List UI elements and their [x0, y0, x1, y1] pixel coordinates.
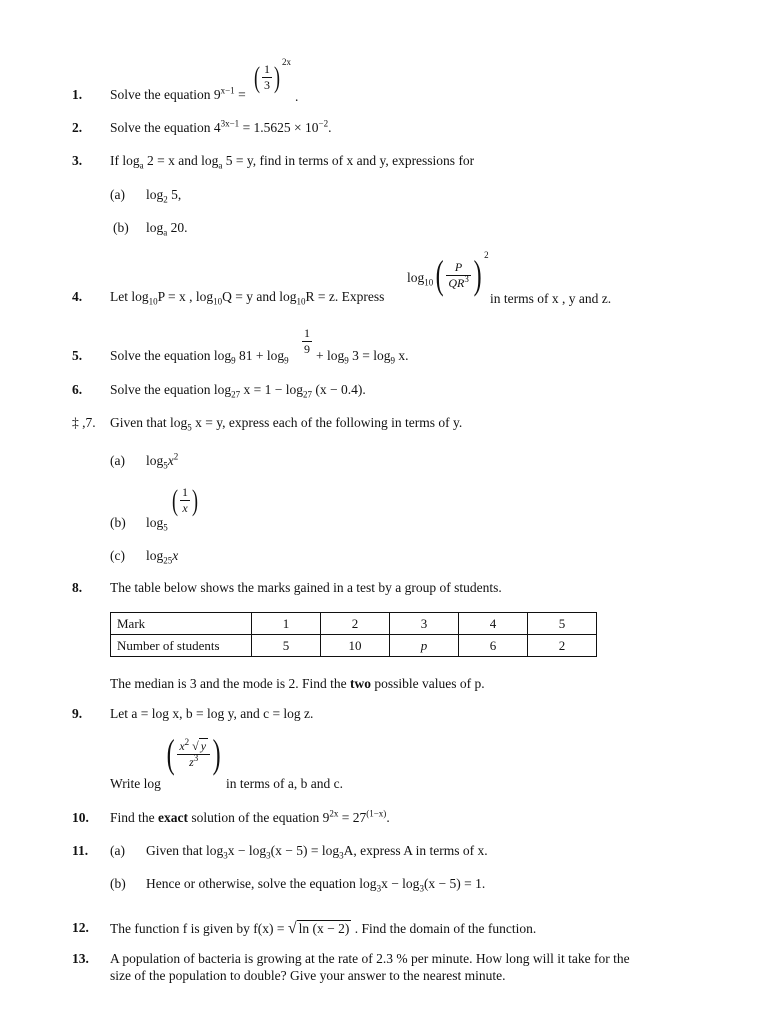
part-b-text: Hence or otherwise, solve the equation $\log_3x - \log_3(x - 5) = 1$. [146, 876, 486, 894]
question-text-end: in terms of a, b and c. [226, 776, 343, 791]
fraction-p-qr3: ( $\frac{P}{QR^3}$ ) $^2$ [435, 250, 489, 297]
question-text-line-1: A population of bacteria is growing at the rate of 2.3 % per minute. How long will it take for the [110, 951, 630, 966]
table-cell: 6 [459, 635, 528, 657]
question-number: 3. [72, 153, 83, 168]
part-label-a: (a) [110, 187, 125, 202]
table-cell: 5 [252, 635, 321, 657]
table-row [111, 635, 597, 657]
question-text: Let $\log_{10}P = x$ , $\log_{10}Q = y$ and $\log_{10}R = z$. Express [110, 289, 385, 307]
part-a-text: $\log_5x^2$ [146, 451, 179, 471]
question-number: 11. [72, 843, 89, 858]
marks-table [110, 612, 597, 657]
question-text: Given that $\log_5 x = y$, express each of the following in terms of y. [110, 415, 463, 433]
part-c-text: $\log_{25}x$ [146, 548, 179, 566]
part-a-text: Given that $\log_3x - \log_3(x - 5) = \log_3A$, express A in terms of x. [146, 843, 488, 861]
question-number: 12. [72, 920, 89, 935]
question-number: 13. [72, 951, 89, 966]
log-expression: $\log_{10}$ [407, 270, 434, 288]
table-cell: p [390, 635, 459, 657]
question-text: If $\log_a 2 = x$ and $\log_a 5 = y$, find in terms of x and y, expressions for [110, 153, 475, 171]
table-row [111, 613, 597, 635]
question-number: 2. [72, 120, 83, 135]
question-text-end: + $\log_9 3 = \log_9 x$. [316, 348, 409, 366]
table-cell: 2 [321, 613, 390, 635]
question-text: Solve the equation $9^{x-1}$ = [110, 85, 246, 102]
fraction-log-expression: ( $\frac{x^2 √ y}{z^3}$ ) [166, 731, 221, 776]
table-cell: 5 [528, 613, 597, 635]
question-text: Solve the equation $\log_9 81 + \log_9$ [110, 348, 289, 366]
question-text: Solve the equation $4^{3x-1} = 1.5625 \times 10^{-2}$. [110, 118, 332, 135]
question-text: Let a = log x, b = log y, and c = log z. [110, 706, 314, 721]
table-cell: Mark [111, 613, 252, 635]
period: . [295, 89, 299, 104]
question-number: 5. [72, 348, 83, 363]
table-cell: 4 [459, 613, 528, 635]
question-text: Solve the equation $\log_{27} x = 1 - \log_{27} (x - 0.4)$. [110, 382, 366, 400]
table-cell: Number of students [111, 635, 252, 657]
question-number: 1. [72, 87, 83, 102]
part-label-a: (a) [110, 453, 125, 468]
question-text: The table below shows the marks gained in a test by a group of students. [110, 580, 502, 595]
table-cell: 2 [528, 635, 597, 657]
question-number: ‡ ,7. [72, 415, 96, 430]
fraction-one-third: ( $\frac{1}{3}$ ) $^{2x}$ [254, 57, 291, 94]
question-number: 4. [72, 289, 83, 304]
part-label-a: (a) [110, 843, 125, 858]
table-cell: 1 [252, 613, 321, 635]
part-b-text: $\log_5$ [146, 515, 168, 533]
fraction-one-ninth: $\frac{1}{9}$ [304, 326, 310, 356]
question-number: 6. [72, 382, 83, 397]
question-text: Find the exact solution of the equation $9^{2x} = 27^{(1-x)}$. [110, 808, 390, 825]
part-label-b: (b) [110, 515, 126, 530]
table-cell: 3 [390, 613, 459, 635]
question-number: 10. [72, 810, 89, 825]
part-b-text: $\log_a 20$. [146, 220, 188, 238]
part-label-b: (b) [110, 876, 126, 891]
question-text: The function f is given by f(x) = √ ln (x − 2) . Find the domain of the function. [110, 920, 537, 937]
write-log-label: Write log [110, 776, 161, 791]
question-number: 9. [72, 706, 83, 721]
part-a-text: $\log_2 5$, [146, 187, 182, 205]
table-cell: 10 [321, 635, 390, 657]
part-label-c: (c) [110, 548, 125, 563]
question-number: 8. [72, 580, 83, 595]
fraction-one-over-x: ( $\frac{1}{x}$ ) [172, 483, 198, 517]
question-text-end: in terms of x , y and z. [490, 291, 612, 306]
question-text-line-2: size of the population to double? Give your answer to the nearest minute. [110, 968, 506, 983]
part-label-b: (b) [113, 220, 129, 235]
question-text: The median is 3 and the mode is 2. Find the two possible values of p. [110, 676, 485, 691]
